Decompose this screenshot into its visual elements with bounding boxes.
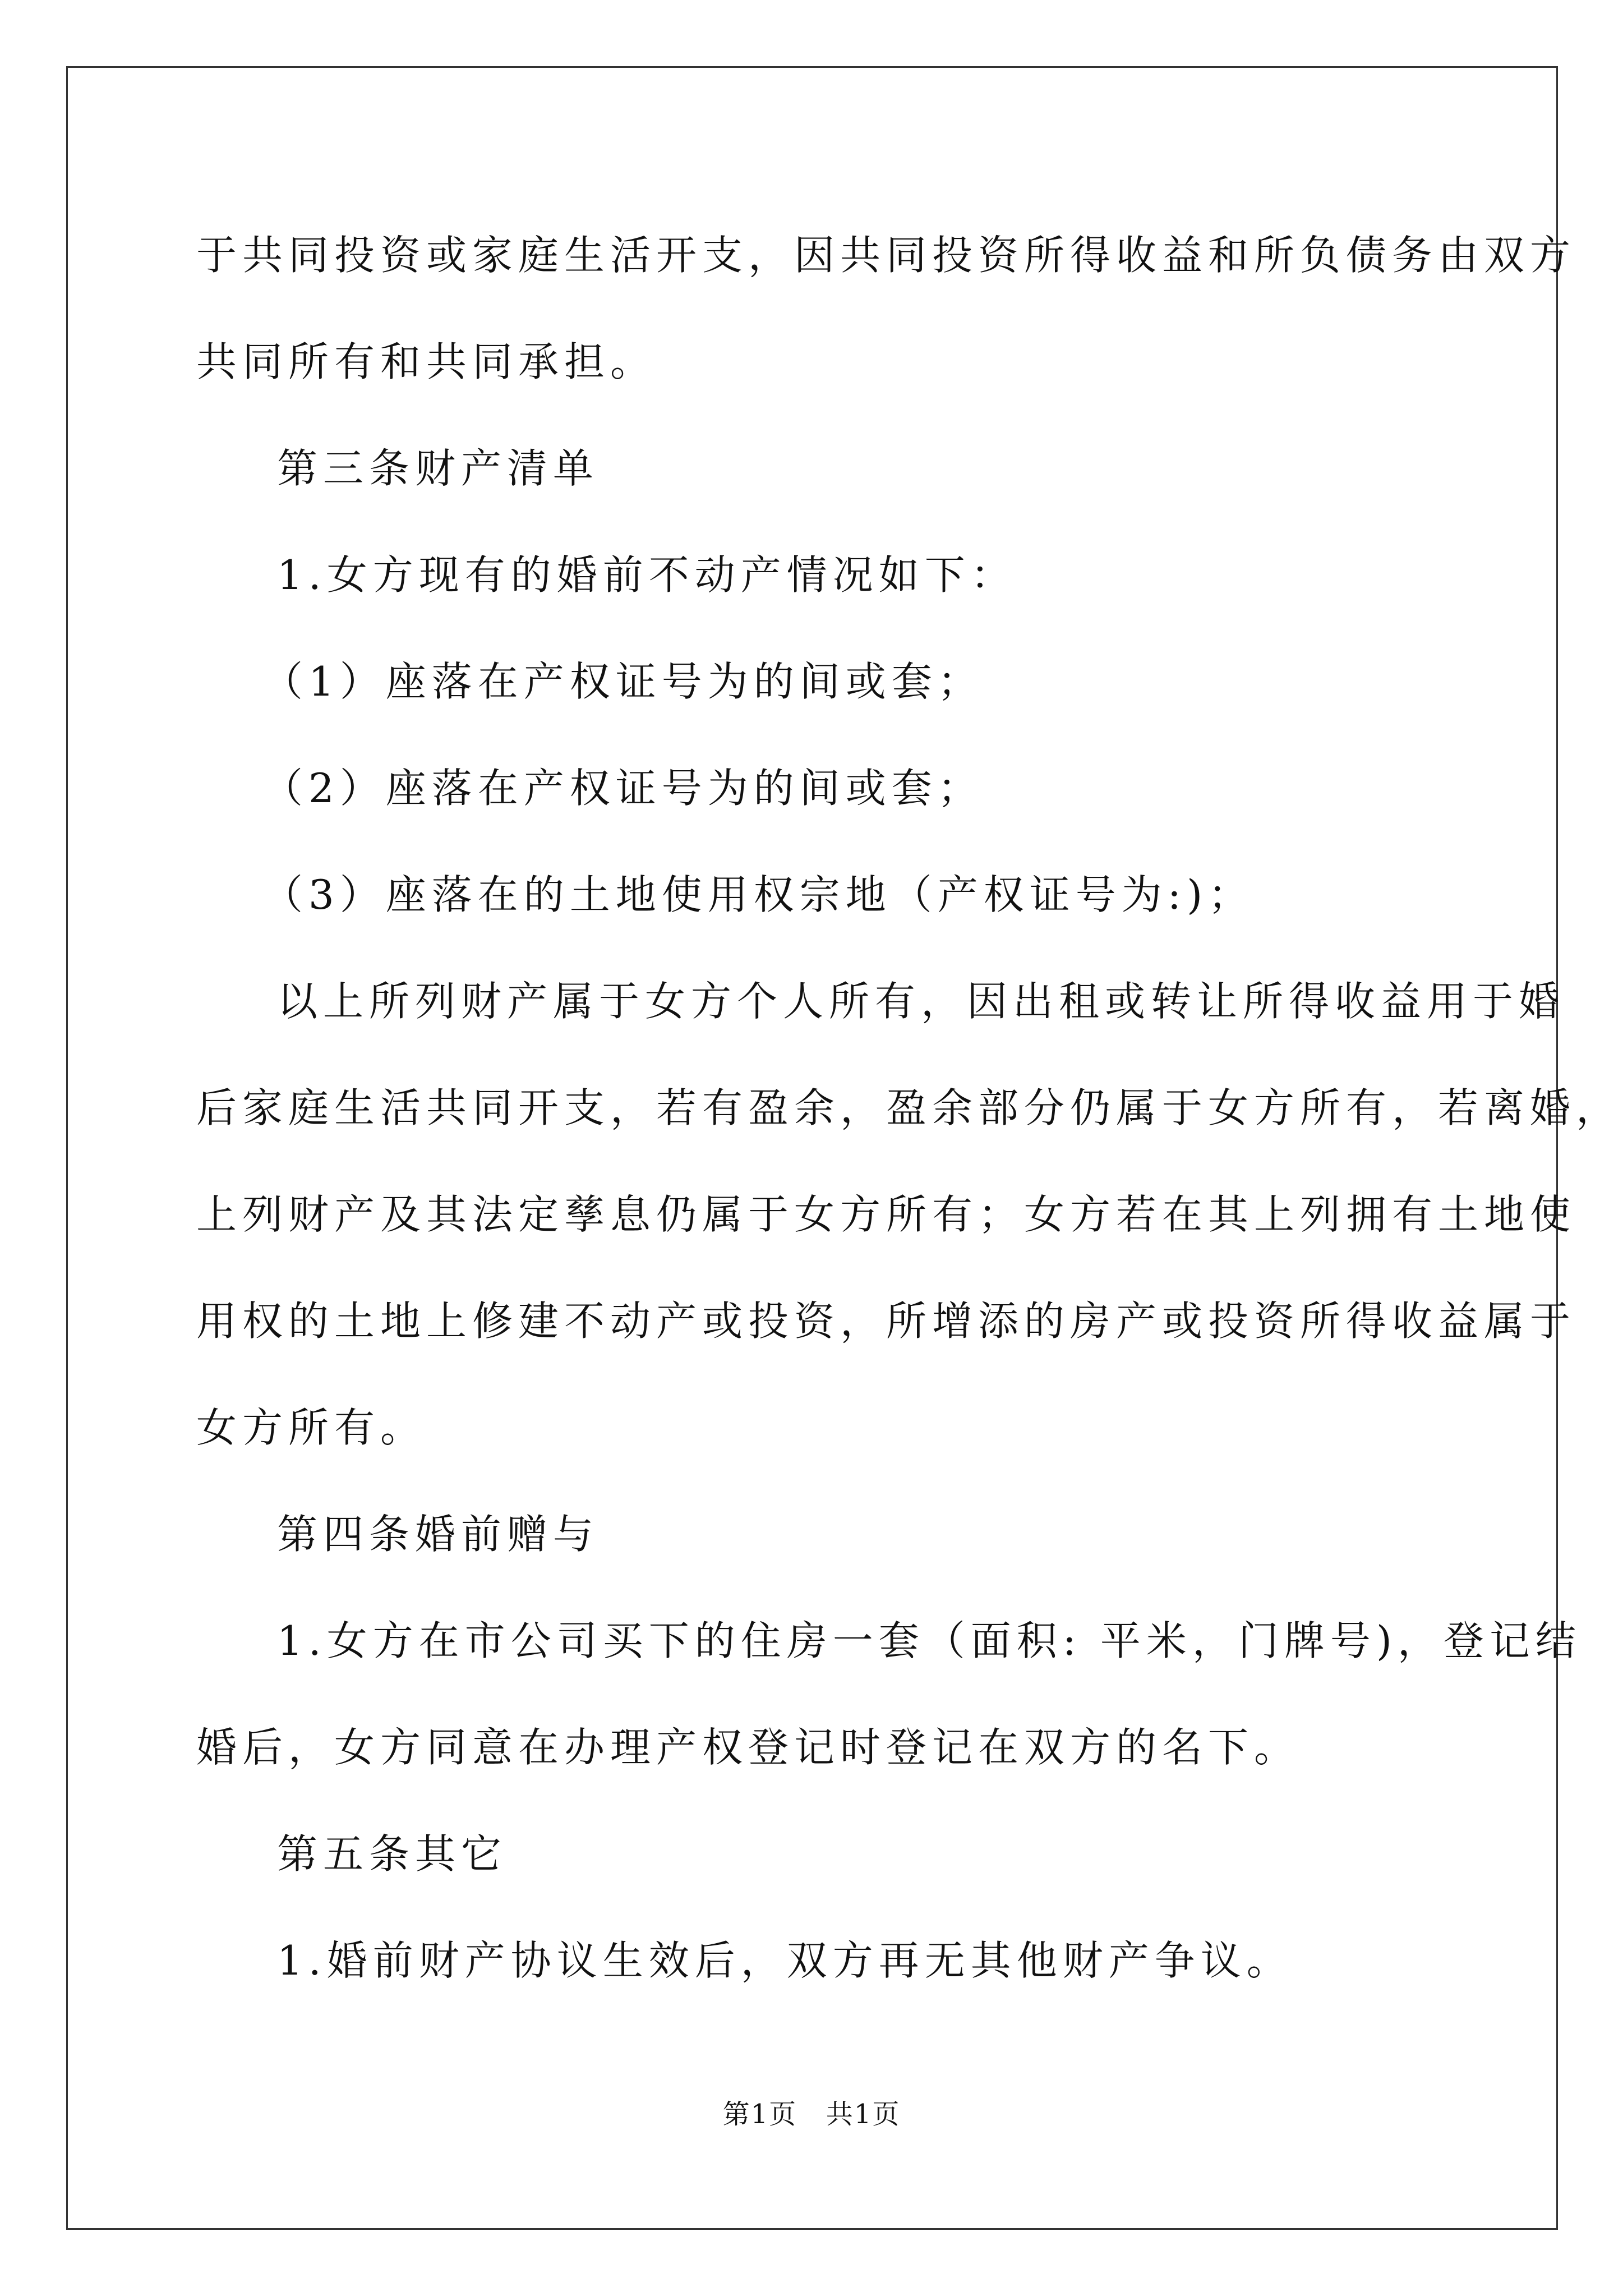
list-item: 1.婚前财产协议生效后，双方再无其他财产争议。 — [277, 1937, 1293, 1984]
page-footer: 第1页 共1页 — [722, 2099, 901, 2130]
paragraph-line: 女方所有。 — [196, 1404, 427, 1451]
paragraph-line: 用权的土地上修建不动产或投资，所增添的房产或投资所得收益属于 — [196, 1297, 1576, 1345]
document-body — [196, 202, 1622, 2014]
section-heading: 第四条婚前赠与 — [277, 1511, 600, 1558]
paragraph-line: 以上所列财产属于女方个人所有，因出租或转让所得收益用于婚 — [277, 978, 1565, 1025]
paragraph-line: 共同所有和共同承担。 — [196, 338, 657, 385]
paragraph-line: 上列财产及其法定孳息仍属于女方所有；女方若在其上列拥有土地使 — [196, 1191, 1576, 1238]
section-heading: 第三条财产清单 — [277, 445, 600, 492]
list-item: （1）座落在产权证号为的间或套； — [262, 658, 984, 705]
paragraph-line: 于共同投资或家庭生活开支，因共同投资所得收益和所负债务由双方 — [196, 232, 1576, 279]
list-item: （2）座落在产权证号为的间或套； — [262, 765, 984, 812]
paragraph-line: 后家庭生活共同开支，若有盈余，盈余部分仍属于女方所有，若离婚， — [196, 1084, 1622, 1131]
paragraph-line: 婚后，女方同意在办理产权登记时登记在双方的名下。 — [196, 1724, 1301, 1771]
list-item: 1.女方在市公司买下的住房一套（面积: 平米，门牌号)，登记结 — [277, 1617, 1581, 1664]
list-item: 1.女方现有的婚前不动产情况如下： — [277, 551, 1017, 599]
section-heading: 第五条其它 — [277, 1830, 508, 1878]
list-item: （3）座落在的土地使用权宗地（产权证号为:)； — [262, 871, 1255, 918]
